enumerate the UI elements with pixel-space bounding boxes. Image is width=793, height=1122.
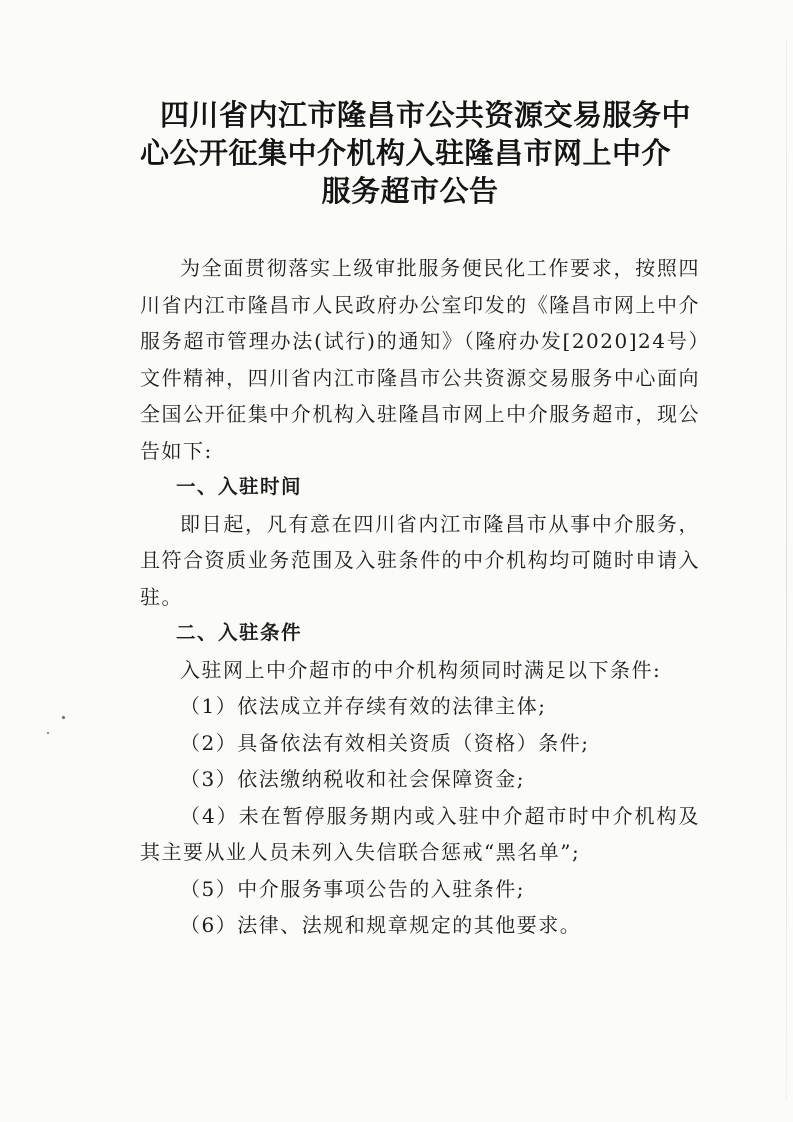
scan-speck bbox=[62, 716, 65, 719]
title-line-2: 心公开征集中介机构入驻隆昌市网上中介 bbox=[140, 136, 672, 170]
condition-item-5: （5）中介服务事项公告的入驻条件; bbox=[180, 876, 525, 901]
section-heading-entry-time: 一、入驻时间 bbox=[176, 475, 303, 498]
title-line-1: 四川省内江市隆昌市公共资源交易服务中 bbox=[160, 98, 692, 132]
entry-conditions-lead: 入驻网上中介超市的中介机构须同时满足以下条件: bbox=[180, 657, 662, 682]
document-body bbox=[140, 250, 700, 944]
condition-item-1: （1）依法成立并存续有效的法律主体; bbox=[180, 694, 547, 718]
condition-item-4: （4）未在暂停服务期内或入驻中介超市时中介机构及其主要从业人员未列入失信联合惩戒“黑名单”; bbox=[140, 803, 700, 864]
scan-edge bbox=[786, 40, 787, 1100]
condition-item-6: （6）法律、法规和规章规定的其他要求。 bbox=[180, 913, 582, 937]
title-line-3: 服务超市公告 bbox=[321, 174, 499, 208]
entry-time-paragraph: 即日起，凡有意在四川省内江市隆昌市从事中介服务，且符合资质业务范围及入驻条件的中介机构均可随时申请入驻。 bbox=[140, 511, 700, 609]
condition-item-3: （3）依法缴纳税收和社会保障资金; bbox=[180, 767, 525, 791]
section-heading-entry-conditions: 二、入驻条件 bbox=[176, 621, 303, 644]
scan-speck bbox=[47, 732, 49, 734]
document-title bbox=[140, 96, 700, 210]
condition-item-2: （2）具备依法有效相关资质（资格）条件; bbox=[180, 730, 590, 755]
intro-paragraph: 为全面贯彻落实上级审批服务便民化工作要求，按照四川省内江市隆昌市人民政府办公室印发的《隆昌市网上中介服务超市管理办法(试行)的通知》（隆府办发[2020]24号）文件精神，四川省内江市隆昌市公共资源交易服务中心面向全国公开征集中介机构入驻隆昌市网上中介服务超市，现公告如下: bbox=[140, 256, 700, 463]
